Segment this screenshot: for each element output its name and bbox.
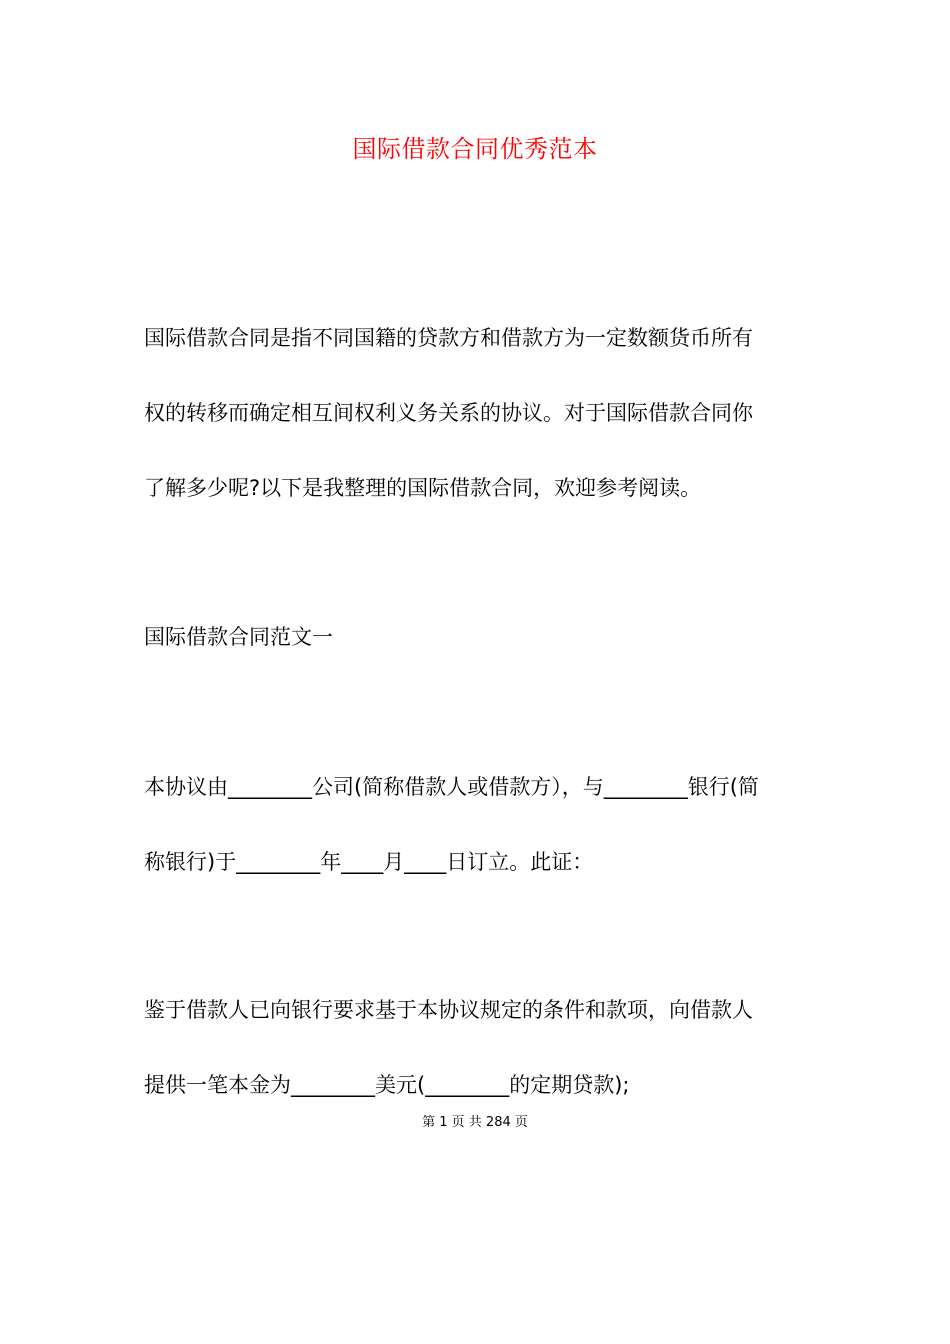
paragraph-1-line-2: 称银行)于________年____月____日订立。此证： — [144, 850, 594, 874]
page-footer: 第 1 页 共 284 页 — [422, 1115, 528, 1130]
section-heading: 国际借款合同范文一 — [144, 625, 333, 649]
paragraph-1-line-1: 本协议由________公司(简称借款人或借款方），与________银行(简 — [144, 775, 759, 799]
paragraph-2-line-2: 提供一笔本金为________美元(________的定期贷款); — [144, 1073, 630, 1097]
intro-line-1: 国际借款合同是指不同国籍的贷款方和借款方为一定数额货币所有 — [144, 326, 753, 350]
paragraph-2-line-1: 鉴于借款人已向银行要求基于本协议规定的条件和款项，向借款人 — [144, 998, 753, 1022]
intro-line-2: 权的转移而确定相互间权利义务关系的协议。对于国际借款合同你 — [144, 401, 753, 425]
document-title: 国际借款合同优秀范本 — [352, 135, 598, 163]
intro-line-3: 了解多少呢?以下是我整理的国际借款合同，欢迎参考阅读。 — [144, 476, 702, 500]
